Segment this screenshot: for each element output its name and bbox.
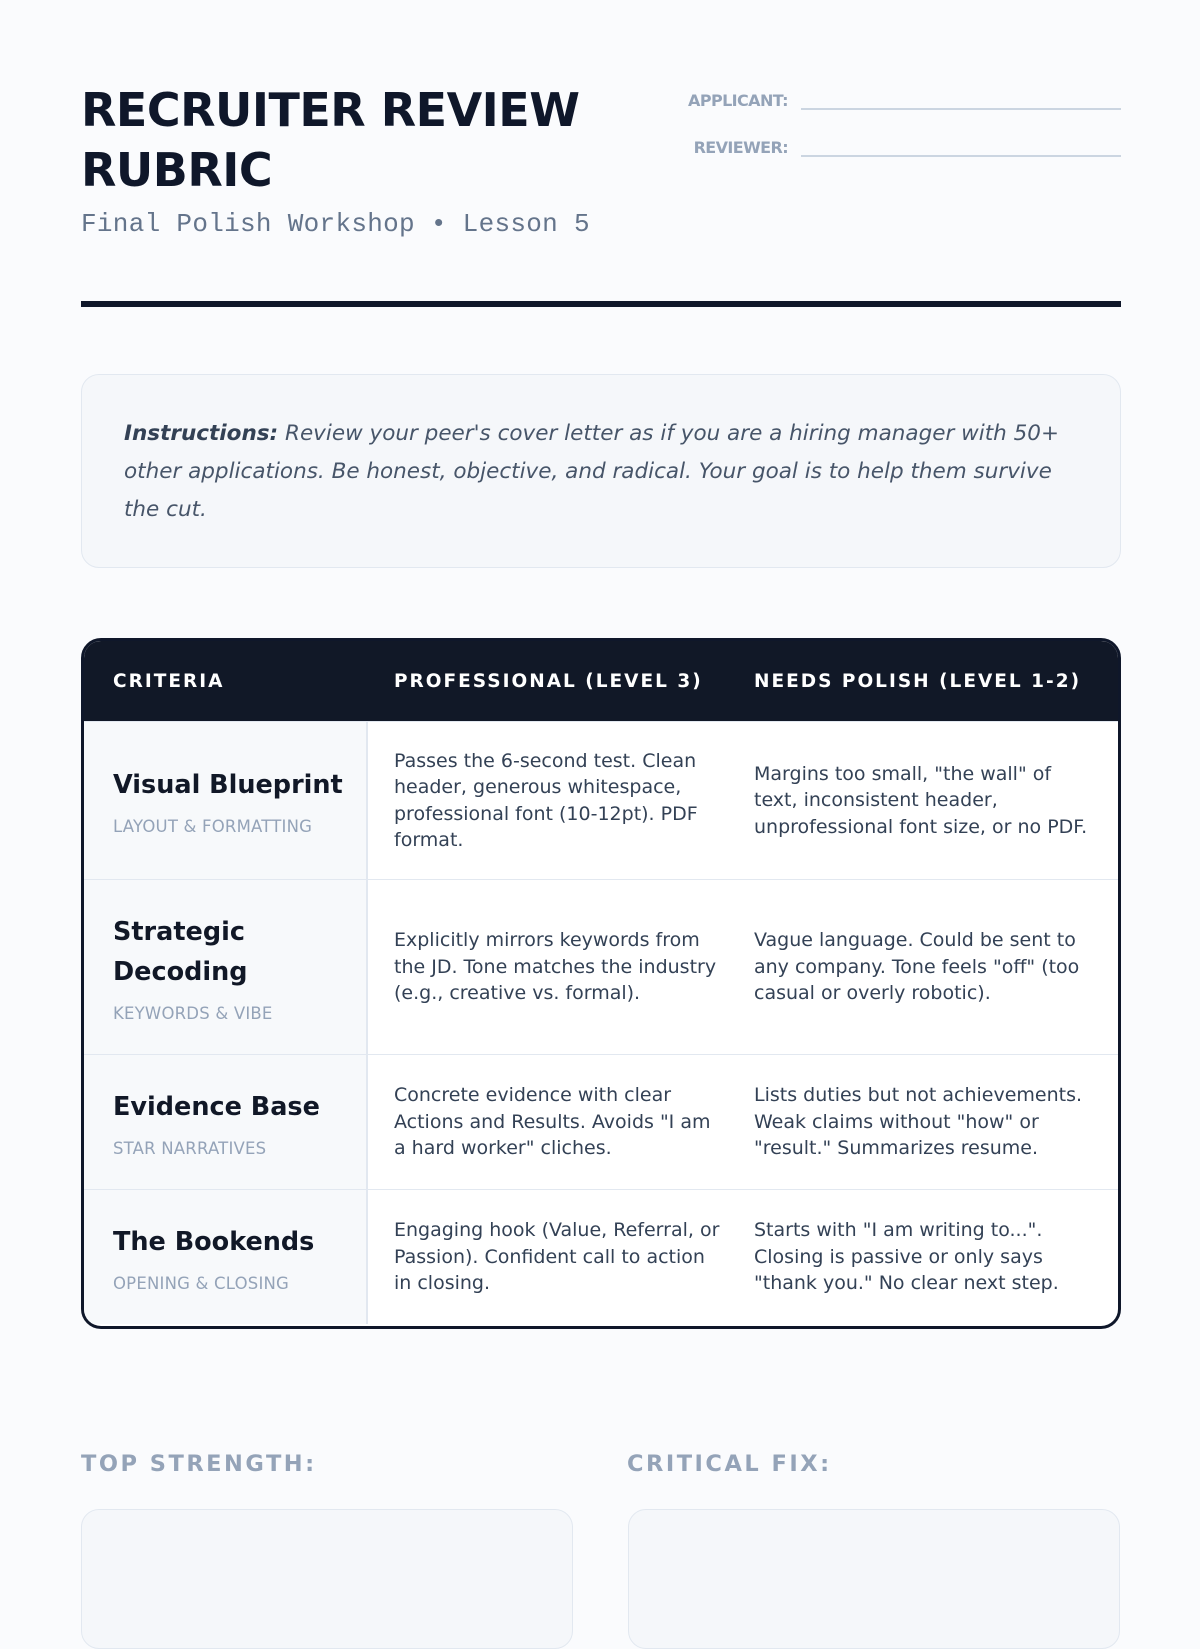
reviewer-label: REVIEWER: bbox=[693, 138, 788, 157]
rubric-table bbox=[81, 638, 1121, 1329]
table-row bbox=[84, 879, 1118, 1054]
instructions-box bbox=[81, 374, 1121, 568]
needs-polish-cell bbox=[744, 722, 1118, 879]
rubric-header-row bbox=[84, 641, 1118, 721]
criteria-category: LAYOUT & FORMATTING bbox=[113, 817, 313, 836]
criteria-name: Evidence Base bbox=[113, 1091, 320, 1122]
needs-polish-text: Lists duties but not achievements. Weak claims without "how" or "result." Summarizes resume. bbox=[754, 1084, 1083, 1160]
criteria-category: STAR NARRATIVES bbox=[113, 1138, 267, 1158]
critical-fix-label: CRITICAL FIX: bbox=[627, 1451, 832, 1477]
needs-polish-text: Margins too small, "the wall" of text, inconsistent header, unprofessional font size, or no PDF. bbox=[754, 762, 1088, 838]
instructions-lead: Instructions: bbox=[124, 421, 279, 446]
top-strength-label: TOP STRENGTH: bbox=[81, 1451, 317, 1477]
criteria-category: KEYWORDS & VIBE bbox=[113, 1003, 273, 1023]
needs-polish-text: Vague language. Could be sent to any company. Tone feels "off" (too casual or overly robotic). bbox=[754, 929, 1080, 1005]
professional-cell bbox=[368, 880, 744, 1054]
professional-cell bbox=[368, 1190, 744, 1324]
table-row bbox=[84, 1189, 1118, 1324]
professional-text: Explicitly mirrors keywords from the JD. Tone matches the industry (e.g., creative vs. formal). bbox=[394, 929, 717, 1005]
professional-text: Engaging hook (Value, Referral, or Passion). Confident call to action in closing. bbox=[394, 1219, 720, 1295]
criteria-cell bbox=[84, 722, 368, 879]
applicant-label: APPLICANT: bbox=[688, 91, 788, 110]
column-header-criteria: CRITERIA bbox=[113, 670, 225, 692]
needs-polish-text: Starts with "I am writing to...". Closing is passive or only says "thank you." No clear next step. bbox=[754, 1219, 1059, 1295]
page-title: RECRUITER REVIEW RUBRIC bbox=[81, 83, 580, 197]
instructions-text: Review your peer's cover letter as if you are a hiring manager with 50+ other applications. Be honest, objective, and radical. Your goal is to help them survive the cut. bbox=[124, 421, 1059, 522]
page-subtitle: Final Polish Workshop • Lesson 5 bbox=[81, 209, 590, 239]
column-header-professional: PROFESSIONAL (LEVEL 3) bbox=[394, 670, 703, 692]
criteria-cell bbox=[84, 1190, 368, 1324]
criteria-category: OPENING & CLOSING bbox=[113, 1273, 290, 1293]
criteria-name: Strategic Decoding bbox=[113, 916, 248, 987]
criteria-cell bbox=[84, 880, 368, 1054]
professional-cell bbox=[368, 1055, 744, 1189]
applicant-input-line[interactable] bbox=[801, 86, 1121, 110]
reviewer-input-line[interactable] bbox=[801, 133, 1121, 157]
column-header-needs-polish: NEEDS POLISH (LEVEL 1-2) bbox=[754, 670, 1082, 692]
needs-polish-cell bbox=[744, 1190, 1118, 1324]
reviewer-field bbox=[694, 133, 1121, 157]
applicant-field bbox=[688, 86, 1121, 110]
critical-fix-box[interactable] bbox=[628, 1509, 1120, 1649]
header-divider bbox=[81, 301, 1121, 307]
professional-cell bbox=[368, 722, 744, 879]
professional-text: Concrete evidence with clear Actions and Results. Avoids "I am a hard worker" cliches. bbox=[394, 1084, 711, 1160]
criteria-name: The Bookends bbox=[113, 1226, 315, 1257]
needs-polish-cell bbox=[744, 880, 1118, 1054]
professional-text: Passes the 6-second test. Clean header, generous whitespace, professional font (10-12pt). PDF format. bbox=[394, 749, 698, 851]
top-strength-box[interactable] bbox=[81, 1509, 573, 1649]
table-row bbox=[84, 721, 1118, 879]
criteria-cell bbox=[84, 1055, 368, 1189]
needs-polish-cell bbox=[744, 1055, 1118, 1189]
criteria-name: Visual Blueprint bbox=[113, 770, 343, 800]
table-row bbox=[84, 1054, 1118, 1189]
